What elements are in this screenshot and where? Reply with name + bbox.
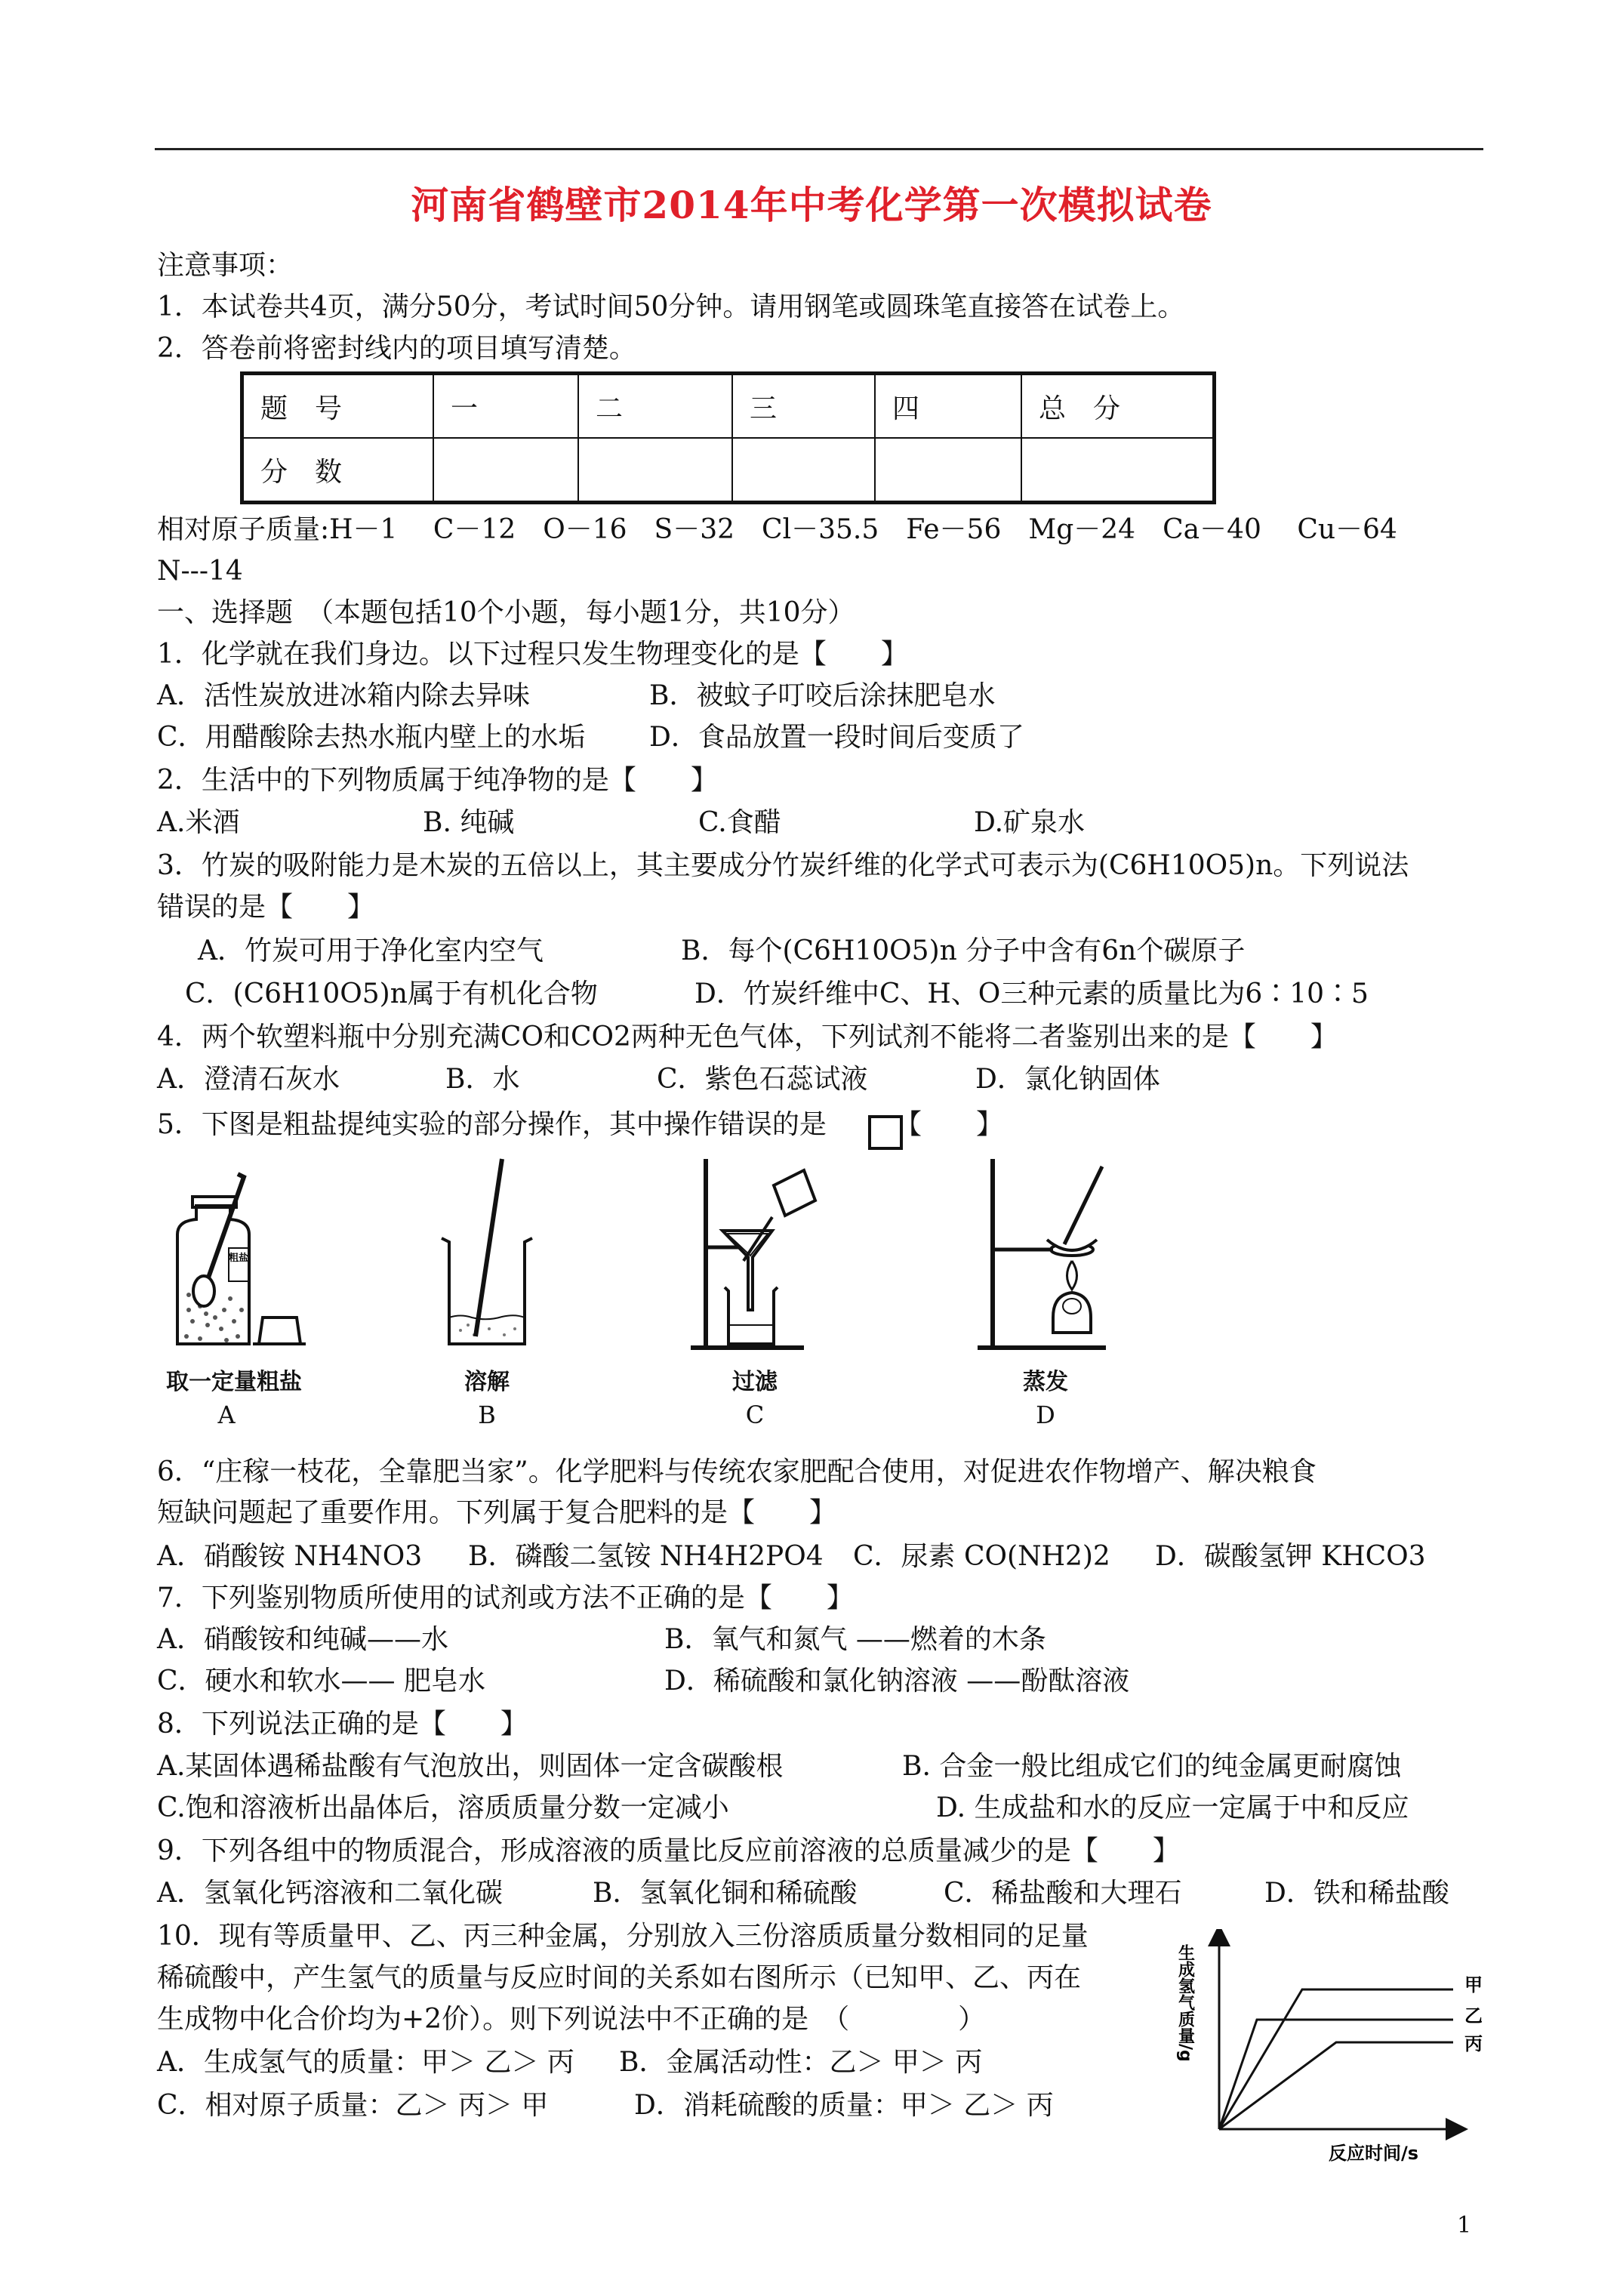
figure-d-evaporate <box>970 1155 1121 1351</box>
q6-option-d: D．碳酸氢钾 KHCO3 <box>1155 1541 1426 1572</box>
q9-option-b: B．氢氧化铜和稀硫酸 <box>593 1878 858 1909</box>
score-input-cell[interactable] <box>433 438 578 503</box>
series-bing-line <box>1219 2042 1453 2129</box>
q6-option-c: C．尿素 CO(NH2)2 <box>853 1541 1110 1572</box>
score-cell: 总 分 <box>1021 374 1215 439</box>
atomic-masses-line2: N---14 <box>157 556 243 587</box>
q4-stem: 4．两个软塑料瓶中分别充满CO和CO2两种无色气体，下列试剂不能将二者鉴别出来的是【 】 <box>157 1022 1338 1052</box>
score-table-score-row <box>242 438 1215 503</box>
q9-option-c: C．稀盐酸和大理石 <box>944 1878 1182 1909</box>
figure-c-letter: C <box>745 1401 765 1429</box>
figure-b-letter: B <box>478 1401 496 1429</box>
q10-option-a: A．生成氢气的质量：甲＞ 乙＞ 丙 <box>157 2047 574 2078</box>
q2-option-b: B. 纯碱 <box>423 807 515 838</box>
q5-stem: 5．下图是粗盐提纯实验的部分操作，其中操作错误的是 <box>157 1109 827 1140</box>
q3-stem-line1: 3．竹炭的吸附能力是木炭的五倍以上，其主要成分竹炭纤维的化学式可表示为(C6H10O5)n。下列说法 <box>157 850 1409 881</box>
series-label-bing: 丙 <box>1464 2033 1483 2054</box>
q8-option-a: A.某固体遇稀盐酸有气泡放出，则固体一定含碳酸根 <box>157 1751 784 1782</box>
figure-b-caption: 溶解 <box>464 1369 510 1395</box>
q10-hydrogen-graph <box>1170 1929 1502 2186</box>
score-cell: 二 <box>578 374 732 439</box>
figure-c-caption: 过滤 <box>732 1369 778 1395</box>
q10-stem-line1: 10．现有等质量甲、乙、丙三种金属，分别放入三份溶质质量分数相同的足量 <box>157 1921 1089 1952</box>
q7-option-a: A．硝酸铵和纯碱——水 <box>157 1624 448 1655</box>
header-rule <box>155 148 1483 150</box>
q7-option-d: D．稀硫酸和氯化钠溶液 ——酚酞溶液 <box>664 1666 1130 1697</box>
q2-option-c: C.食醋 <box>698 807 781 838</box>
q10-stem-line2: 稀硫酸中，产生氢气的质量与反应时间的关系如右图所示（已知甲、乙、丙在 <box>157 1962 1082 1993</box>
atomic-masses-line1: 相对原子质量:H－1 C－12 O－16 S－32 Cl－35.5 Fe－56 Mg－24 Ca－40 Cu－64 <box>157 514 1397 545</box>
q10-option-c: C．相对原子质量：乙＞ 丙＞ 甲 <box>157 2090 549 2121</box>
notice-item-2: 2．答卷前将密封线内的项目填写清楚。 <box>157 333 636 364</box>
figure-a-take-salt <box>155 1166 343 1351</box>
q1-option-b: B．被蚊子叮咬后涂抹肥皂水 <box>649 680 996 711</box>
q6-option-b: B．磷酸二氢铵 NH4H2PO4 <box>468 1541 824 1572</box>
series-yi-line <box>1219 2020 1453 2129</box>
score-cell: 三 <box>732 374 875 439</box>
score-input-cell[interactable] <box>578 438 732 503</box>
q3-option-c: C．(C6H10O5)n属于有机化合物 <box>185 978 598 1009</box>
figure-d-caption: 蒸发 <box>1023 1369 1068 1395</box>
q3-stem-line2: 错误的是【 】 <box>157 892 375 923</box>
score-cell: 一 <box>433 374 578 439</box>
series-label-jia: 甲 <box>1464 1974 1483 1996</box>
q4-option-c: C．紫色石蕊试液 <box>657 1064 868 1095</box>
jar-label: 粗盐 <box>228 1253 249 1264</box>
exam-title: 河南省鹤壁市2014年中考化学第一次模拟试卷 <box>411 183 1212 227</box>
figure-a-letter: A <box>217 1401 236 1429</box>
q7-stem: 7．下列鉴别物质所使用的试剂或方法不正确的是【 】 <box>157 1583 854 1613</box>
score-cell: 题 号 <box>242 374 434 439</box>
score-table-header-row <box>242 374 1215 439</box>
score-input-cell[interactable] <box>1021 438 1215 503</box>
series-jia-line <box>1219 1989 1453 2129</box>
q9-option-a: A．氢氧化钙溶液和二氧化碳 <box>157 1878 503 1909</box>
q6-stem-line1: 6．“庄稼一枝花，全靠肥当家”。化学肥料与传统农家肥配合使用，对促进农作物增产、解决粮食 <box>157 1456 1317 1487</box>
q1-option-c: C．用醋酸除去热水瓶内壁上的水垢 <box>157 722 586 753</box>
q6-stem-line2: 短缺问题起了重要作用。下列属于复合肥料的是【 】 <box>157 1497 837 1528</box>
score-input-cell[interactable] <box>875 438 1021 503</box>
q2-option-d: D.矿泉水 <box>974 807 1086 838</box>
q7-option-c: C．硬水和软水—— 肥皂水 <box>157 1666 485 1697</box>
q8-option-b: B. 合金一般比组成它们的纯金属更耐腐蚀 <box>902 1751 1402 1782</box>
q7-option-b: B．氧气和氮气 ——燃着的木条 <box>664 1624 1046 1655</box>
q3-option-d: D．竹炭纤维中C、H、O三种元素的质量比为6∶10∶5 <box>694 978 1369 1009</box>
q1-option-d: D．食品放置一段时间后变质了 <box>649 722 1024 753</box>
score-input-cell[interactable] <box>732 438 875 503</box>
graph-y-axis-label: 生成氢气质量/g <box>1175 1944 1195 2062</box>
graph-x-axis-label: 反应时间/s <box>1329 2143 1419 2164</box>
notice-item-1: 1．本试卷共4页，满分50分，考试时间50分钟。请用钢笔或圆珠笔直接答在试卷上。 <box>157 291 1185 322</box>
q9-stem: 9．下列各组中的物质混合，形成溶液的质量比反应前溶液的总质量减少的是【 】 <box>157 1835 1180 1866</box>
q10-option-b: B．金属活动性：乙＞ 甲＞ 丙 <box>619 2047 983 2078</box>
figure-b-dissolve <box>430 1155 544 1351</box>
q4-option-a: A．澄清石灰水 <box>157 1064 340 1095</box>
notice-heading: 注意事项： <box>157 250 294 281</box>
figure-d-letter: D <box>1036 1401 1055 1429</box>
q8-stem: 8．下列说法正确的是【 】 <box>157 1709 528 1740</box>
score-cell: 四 <box>875 374 1021 439</box>
q6-option-a: A．硝酸铵 NH4NO3 <box>157 1541 423 1572</box>
q9-option-d: D．铁和稀盐酸 <box>1264 1878 1449 1909</box>
figure-a-caption: 取一定量粗盐 <box>166 1369 302 1395</box>
q10-stem-line3: 生成物中化合价均为+2价）。则下列说法中不正确的是 （ ） <box>157 2004 986 2035</box>
q1-stem: 1．化学就在我们身边。以下过程只发生物理变化的是【 】 <box>157 639 908 670</box>
q5-stem-bracket: 【 】 <box>895 1109 1004 1140</box>
q10-option-d: D．消耗硫酸的质量：甲＞ 乙＞ 丙 <box>634 2090 1054 2121</box>
page-number: 1 <box>1457 2212 1472 2239</box>
section-heading: 一、选择题 （本题包括10个小题，每小题1分，共10分） <box>157 597 855 628</box>
q4-option-d: D．氯化钠固体 <box>975 1064 1160 1095</box>
q8-option-d: D. 生成盐和水的反应一定属于中和反应 <box>936 1792 1409 1823</box>
q2-option-a: A.米酒 <box>157 807 240 838</box>
q8-option-c: C.饱和溶液析出晶体后，溶质质量分数一定减小 <box>157 1792 729 1823</box>
series-label-yi: 乙 <box>1464 2005 1483 2026</box>
figure-c-filter <box>683 1155 834 1351</box>
q3-option-b: B．每个(C6H10O5)n 分子中含有6n个碳原子 <box>681 935 1246 966</box>
q2-stem: 2．生活中的下列物质属于纯净物的是【 】 <box>157 765 718 796</box>
q3-option-a: A．竹炭可用于净化室内空气 <box>198 935 544 966</box>
q1-option-a: A．活性炭放进冰箱内除去异味 <box>157 680 530 711</box>
score-cell: 分 数 <box>242 438 434 503</box>
q4-option-b: B．水 <box>445 1064 520 1095</box>
score-table <box>240 371 1216 504</box>
